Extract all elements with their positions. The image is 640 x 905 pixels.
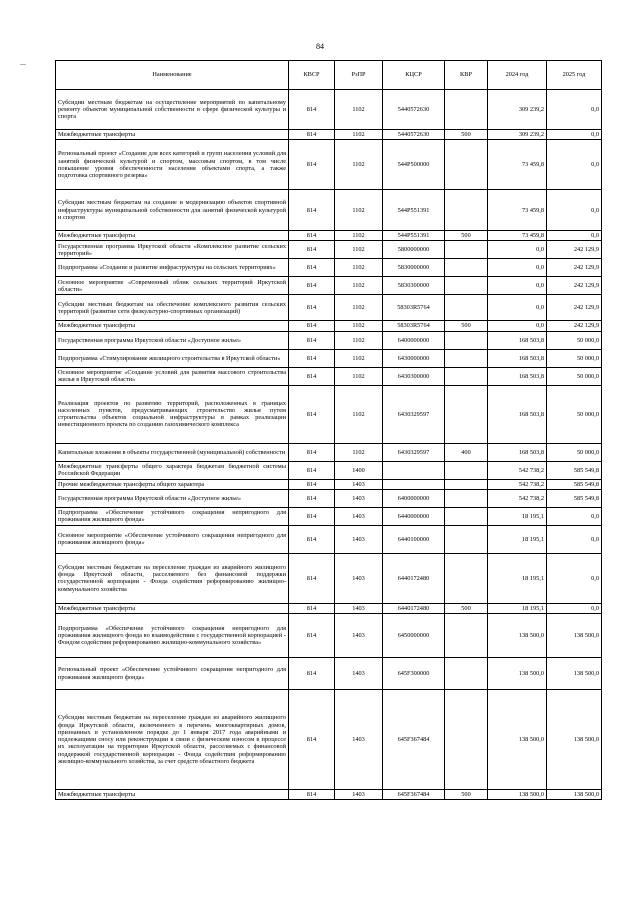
row-2025-amount-cell: 138 500,0	[547, 658, 602, 690]
row-kcsr-cell: 6400000000	[383, 331, 445, 349]
row-2024-amount-cell: 0,0	[488, 259, 547, 277]
row-kcsr-cell: 645F367484	[383, 790, 445, 800]
row-rzpr-cell: 1102	[335, 277, 383, 295]
table-row	[56, 658, 602, 690]
row-2024-amount-cell: 542 738,2	[488, 489, 547, 507]
row-kcsr-cell: 544P551391	[383, 231, 445, 241]
budget-table	[55, 60, 602, 800]
table-row	[56, 349, 602, 367]
column-header-kvsr: КВСР	[289, 61, 335, 90]
row-2024-amount-cell: 18 195,1	[488, 507, 547, 525]
row-2024-amount-cell: 168 503,8	[488, 331, 547, 349]
row-2024-amount-cell: 309 239,2	[488, 90, 547, 130]
table-row	[56, 489, 602, 507]
row-kvr-cell: 500	[445, 321, 488, 331]
row-rzpr-cell: 1102	[335, 231, 383, 241]
row-rzpr-cell: 1102	[335, 90, 383, 130]
row-kvsr-cell: 814	[289, 461, 335, 479]
row-2024-amount-cell: 138 500,0	[488, 658, 547, 690]
row-kcsr-cell: 6440100000	[383, 525, 445, 553]
row-2024-amount-cell: 542 738,2	[488, 479, 547, 489]
row-rzpr-cell: 1403	[335, 489, 383, 507]
row-2025-amount-cell: 242 129,9	[547, 277, 602, 295]
table-row	[56, 614, 602, 658]
row-kvsr-cell: 814	[289, 130, 335, 140]
row-2024-amount-cell: 168 503,8	[488, 443, 547, 461]
row-kcsr-cell: 58303R5764	[383, 321, 445, 331]
row-2025-amount-cell: 0,0	[547, 130, 602, 140]
row-kvr-cell	[445, 479, 488, 489]
row-2024-amount-cell: 168 503,8	[488, 349, 547, 367]
row-name-cell: Подпрограмма «Обеспечение устойчивого сокращения непригодного для проживания жилищного фонда во взаимодействии с государственной корпорацией - Фондом содействия реформированию жилищно-коммунального хозяйства»	[56, 614, 289, 658]
row-2025-amount-cell: 0,0	[547, 603, 602, 613]
table-row	[56, 190, 602, 231]
row-rzpr-cell: 1102	[335, 130, 383, 140]
row-kcsr-cell	[383, 461, 445, 479]
row-rzpr-cell: 1102	[335, 321, 383, 331]
table-row	[56, 367, 602, 385]
row-kvsr-cell: 814	[289, 479, 335, 489]
row-rzpr-cell: 1102	[335, 367, 383, 385]
row-2024-amount-cell: 542 738,2	[488, 461, 547, 479]
row-2024-amount-cell: 168 503,8	[488, 385, 547, 443]
row-2025-amount-cell: 50 000,0	[547, 331, 602, 349]
row-rzpr-cell: 1403	[335, 614, 383, 658]
row-2025-amount-cell: 0,0	[547, 140, 602, 190]
row-2025-amount-cell: 585 549,8	[547, 479, 602, 489]
row-kcsr-cell: 5830300000	[383, 277, 445, 295]
row-kvsr-cell: 814	[289, 658, 335, 690]
row-kcsr-cell: 5440572630	[383, 130, 445, 140]
row-kvsr-cell: 814	[289, 349, 335, 367]
row-name-cell: Межбюджетные трансферты	[56, 321, 289, 331]
row-name-cell: Государственная программа Иркутской области «Комплексное развитие сельских территорий»	[56, 241, 289, 259]
table-row	[56, 130, 602, 140]
row-kvsr-cell: 814	[289, 140, 335, 190]
row-kvsr-cell: 814	[289, 259, 335, 277]
row-2024-amount-cell: 138 500,0	[488, 790, 547, 800]
row-kvr-cell	[445, 259, 488, 277]
row-2025-amount-cell: 0,0	[547, 231, 602, 241]
table-row	[56, 443, 602, 461]
row-rzpr-cell: 1403	[335, 790, 383, 800]
row-kcsr-cell: 645F300000	[383, 658, 445, 690]
row-rzpr-cell: 1102	[335, 331, 383, 349]
row-rzpr-cell: 1403	[335, 507, 383, 525]
row-kcsr-cell: 5830000000	[383, 259, 445, 277]
row-kvsr-cell: 814	[289, 507, 335, 525]
row-kvr-cell	[445, 367, 488, 385]
row-kvr-cell	[445, 295, 488, 321]
page-number: 84	[316, 42, 324, 51]
row-kcsr-cell: 544P500000	[383, 140, 445, 190]
row-name-cell: Прочие межбюджетные трансферты общего характера	[56, 479, 289, 489]
row-kvsr-cell: 814	[289, 690, 335, 790]
table-row	[56, 295, 602, 321]
row-2025-amount-cell: 50 000,0	[547, 349, 602, 367]
row-name-cell: Межбюджетные трансферты общего характера бюджетам бюджетной системы Российской Федерации	[56, 461, 289, 479]
row-kvr-cell: 500	[445, 790, 488, 800]
row-rzpr-cell: 1102	[335, 349, 383, 367]
row-name-cell: Субсидии местным бюджетам на обеспечение комплексного развития сельских территорий (развитие сети физкультурно-спортивных организаций)	[56, 295, 289, 321]
row-rzpr-cell: 1403	[335, 525, 383, 553]
row-kvr-cell: 500	[445, 603, 488, 613]
table-row	[56, 140, 602, 190]
row-name-cell: Государственная программа Иркутской области «Доступное жилье»	[56, 489, 289, 507]
row-kvsr-cell: 814	[289, 321, 335, 331]
row-kvsr-cell: 814	[289, 614, 335, 658]
table-row	[56, 331, 602, 349]
row-kvr-cell: 500	[445, 130, 488, 140]
row-rzpr-cell: 1102	[335, 385, 383, 443]
table-row	[56, 790, 602, 800]
row-kvsr-cell: 814	[289, 525, 335, 553]
row-kvr-cell	[445, 489, 488, 507]
column-header-kvr: КВР	[445, 61, 488, 90]
margin-mark: —	[20, 62, 26, 68]
row-2024-amount-cell: 18 195,1	[488, 553, 547, 603]
table-row	[56, 507, 602, 525]
row-2025-amount-cell: 242 129,9	[547, 241, 602, 259]
column-header-rzpr: РзПР	[335, 61, 383, 90]
row-kvsr-cell: 814	[289, 790, 335, 800]
row-kcsr-cell: 6440172480	[383, 553, 445, 603]
table-row	[56, 479, 602, 489]
row-2024-amount-cell: 0,0	[488, 321, 547, 331]
row-kvsr-cell: 814	[289, 295, 335, 321]
row-2024-amount-cell: 138 500,0	[488, 690, 547, 790]
row-kvr-cell	[445, 658, 488, 690]
row-2024-amount-cell: 0,0	[488, 241, 547, 259]
row-kvsr-cell: 814	[289, 190, 335, 231]
row-rzpr-cell: 1403	[335, 553, 383, 603]
row-2025-amount-cell: 585 549,8	[547, 489, 602, 507]
table-row	[56, 241, 602, 259]
table-row	[56, 525, 602, 553]
row-kcsr-cell: 6400000000	[383, 489, 445, 507]
row-rzpr-cell: 1102	[335, 295, 383, 321]
row-kvsr-cell: 814	[289, 231, 335, 241]
row-kcsr-cell: 6440000000	[383, 507, 445, 525]
row-rzpr-cell: 1102	[335, 190, 383, 231]
row-rzpr-cell: 1400	[335, 461, 383, 479]
row-name-cell: Реализация проектов по развитию территорий, расположенных в границах населенных пунктов, предусматривающих строительство жилья путем строительства объектов социальной инфраструктуры в рамках реализации инвестиционного проекта по созданию газохимического комплекса	[56, 385, 289, 443]
row-name-cell: Подпрограмма «Стимулирование жилищного строительства в Иркутской области»	[56, 349, 289, 367]
table-row	[56, 321, 602, 331]
row-kvsr-cell: 814	[289, 553, 335, 603]
row-name-cell: Субсидии местным бюджетам на создание и модернизацию объектов спортивной инфраструктуры муниципальной собственности для занятий физической культурой и спортом	[56, 190, 289, 231]
row-name-cell: Межбюджетные трансферты	[56, 790, 289, 800]
row-2025-amount-cell: 0,0	[547, 507, 602, 525]
row-name-cell: Государственная программа Иркутской области «Доступное жилье»	[56, 331, 289, 349]
row-kcsr-cell: 544P551391	[383, 190, 445, 231]
row-kvr-cell	[445, 507, 488, 525]
row-kcsr-cell: 58303R5764	[383, 295, 445, 321]
row-kvr-cell	[445, 277, 488, 295]
row-kcsr-cell: 6430329597	[383, 385, 445, 443]
row-kvr-cell	[445, 140, 488, 190]
row-rzpr-cell: 1403	[335, 479, 383, 489]
budget-table-body	[56, 90, 602, 800]
row-kcsr-cell: 6430000000	[383, 349, 445, 367]
row-2024-amount-cell: 0,0	[488, 277, 547, 295]
row-2024-amount-cell: 168 503,8	[488, 367, 547, 385]
table-row	[56, 90, 602, 130]
row-name-cell: Субсидии местным бюджетам на переселение граждан из аварийного жилищного фонда Иркутской области, включенного в перечень многоквартирных домов, признанных в установленном порядке до 1 января 2017 года аварийными и подлежащими сносу или реконструкции в связи с физическим износом в процессе их эксплуатации на территории Иркутской области, расселяемых с финансовой поддержкой государственной корпорации - Фонда содействия реформированию жилищно-коммунального хозяйства, за счет средств областного бюджета	[56, 690, 289, 790]
row-2025-amount-cell: 242 129,9	[547, 259, 602, 277]
row-name-cell: Основное мероприятие «Современный облик сельских территорий Иркутской области»	[56, 277, 289, 295]
row-kvr-cell	[445, 553, 488, 603]
row-2025-amount-cell: 138 500,0	[547, 790, 602, 800]
row-name-cell: Межбюджетные трансферты	[56, 603, 289, 613]
table-row	[56, 231, 602, 241]
row-name-cell: Капитальные вложения в объекты государственной (муниципальной) собственности	[56, 443, 289, 461]
row-name-cell: Межбюджетные трансферты	[56, 231, 289, 241]
row-2025-amount-cell: 585 549,8	[547, 461, 602, 479]
row-2024-amount-cell: 138 500,0	[488, 614, 547, 658]
row-kcsr-cell: 6430300000	[383, 367, 445, 385]
table-row	[56, 603, 602, 613]
row-rzpr-cell: 1102	[335, 259, 383, 277]
row-name-cell: Межбюджетные трансферты	[56, 130, 289, 140]
row-kvr-cell: 400	[445, 443, 488, 461]
row-kvr-cell	[445, 385, 488, 443]
table-row	[56, 277, 602, 295]
row-2025-amount-cell: 50 000,0	[547, 443, 602, 461]
row-name-cell: Подпрограмма «Создание и развитие инфраструктуры на сельских территориях»	[56, 259, 289, 277]
row-kvr-cell	[445, 349, 488, 367]
row-kvsr-cell: 814	[289, 603, 335, 613]
row-kvr-cell	[445, 461, 488, 479]
row-kvr-cell	[445, 690, 488, 790]
row-kvr-cell	[445, 241, 488, 259]
column-header-kcsr: КЦСР	[383, 61, 445, 90]
row-kvsr-cell: 814	[289, 331, 335, 349]
table-row	[56, 461, 602, 479]
row-2024-amount-cell: 18 195,1	[488, 603, 547, 613]
row-2024-amount-cell: 73 459,8	[488, 231, 547, 241]
row-kvr-cell: 500	[445, 231, 488, 241]
row-name-cell: Основное мероприятие «Создание условий для развития массового строительства жилья в Иркутской области»	[56, 367, 289, 385]
row-kcsr-cell: 645F367484	[383, 690, 445, 790]
row-2024-amount-cell: 73 459,8	[488, 190, 547, 231]
row-2025-amount-cell: 242 129,9	[547, 321, 602, 331]
row-kvsr-cell: 814	[289, 277, 335, 295]
row-kvr-cell	[445, 190, 488, 231]
row-2025-amount-cell: 242 129,9	[547, 295, 602, 321]
column-header-2025: 2025 год	[547, 61, 602, 90]
table-row	[56, 553, 602, 603]
row-rzpr-cell: 1102	[335, 140, 383, 190]
row-name-cell: Основное мероприятие «Обеспечение устойчивого сокращения непригодного для проживания жилищного фонда»	[56, 525, 289, 553]
row-2025-amount-cell: 138 500,0	[547, 690, 602, 790]
row-name-cell: Региональный проект «Создание для всех категорий и групп населения условий для занятий физической культурой и спортом, массовым спортом, в том числе повышение уровня обеспеченности населения объектами спорта, а также подготовка спортивного резерва»	[56, 140, 289, 190]
row-rzpr-cell: 1403	[335, 603, 383, 613]
row-kcsr-cell: 5440572630	[383, 90, 445, 130]
row-kcsr-cell: 5800000000	[383, 241, 445, 259]
row-kcsr-cell: 6450000000	[383, 614, 445, 658]
row-2024-amount-cell: 309 239,2	[488, 130, 547, 140]
row-2025-amount-cell: 0,0	[547, 190, 602, 231]
row-2025-amount-cell: 0,0	[547, 553, 602, 603]
row-2024-amount-cell: 73 459,8	[488, 140, 547, 190]
row-2025-amount-cell: 50 000,0	[547, 385, 602, 443]
row-rzpr-cell: 1403	[335, 658, 383, 690]
table-header-row	[56, 61, 602, 90]
table-row	[56, 385, 602, 443]
row-kvsr-cell: 814	[289, 90, 335, 130]
row-name-cell: Субсидии местным бюджетам на переселение граждан из аварийного жилищного фонда Иркутской области, расселяемого без финансовой поддержки государственной корпорации - Фонда содействия реформированию жилищно-коммунального хозяйства	[56, 553, 289, 603]
row-rzpr-cell: 1403	[335, 690, 383, 790]
row-2025-amount-cell: 50 000,0	[547, 367, 602, 385]
row-kcsr-cell	[383, 479, 445, 489]
row-rzpr-cell: 1102	[335, 241, 383, 259]
table-row	[56, 259, 602, 277]
row-kvr-cell	[445, 525, 488, 553]
row-name-cell: Субсидии местным бюджетам на осуществление мероприятий по капитальному ремонту объектов муниципальной собственности в сфере физической культуры и спорта	[56, 90, 289, 130]
row-2025-amount-cell: 0,0	[547, 90, 602, 130]
table-row	[56, 690, 602, 790]
row-kvr-cell	[445, 331, 488, 349]
row-2025-amount-cell: 0,0	[547, 525, 602, 553]
column-header-name: Наименование	[56, 61, 289, 90]
row-kvr-cell	[445, 90, 488, 130]
row-kvsr-cell: 814	[289, 443, 335, 461]
row-2024-amount-cell: 0,0	[488, 295, 547, 321]
column-header-2024: 2024 год	[488, 61, 547, 90]
row-kvsr-cell: 814	[289, 241, 335, 259]
row-kvsr-cell: 814	[289, 385, 335, 443]
row-name-cell: Подпрограмма «Обеспечение устойчивого сокращения непригодного для проживания жилищного фонда»	[56, 507, 289, 525]
row-kvsr-cell: 814	[289, 489, 335, 507]
row-kcsr-cell: 6430329597	[383, 443, 445, 461]
row-kcsr-cell: 6440172480	[383, 603, 445, 613]
row-name-cell: Региональный проект «Обеспечение устойчивого сокращения непригодного для проживания жилищного фонда»	[56, 658, 289, 690]
row-kvr-cell	[445, 614, 488, 658]
row-2025-amount-cell: 138 500,0	[547, 614, 602, 658]
row-rzpr-cell: 1102	[335, 443, 383, 461]
row-2024-amount-cell: 18 195,1	[488, 525, 547, 553]
row-kvsr-cell: 814	[289, 367, 335, 385]
